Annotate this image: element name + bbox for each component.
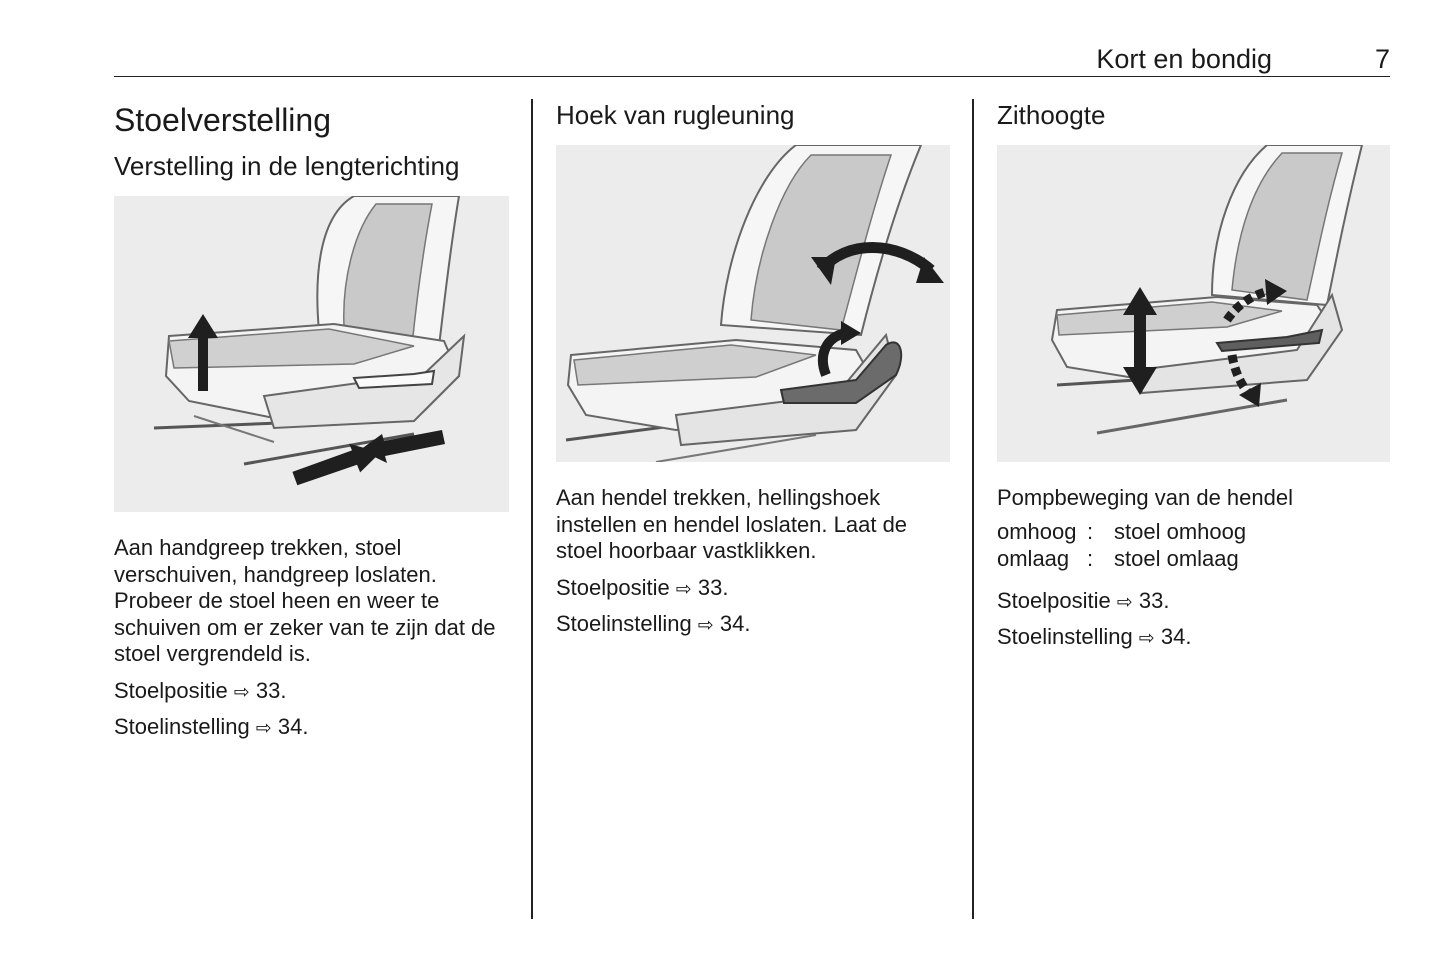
cross-reference[interactable] xyxy=(114,714,509,742)
definition-row xyxy=(997,545,1390,572)
column-backrest xyxy=(556,96,950,639)
reference-label: Stoelinstelling xyxy=(556,611,692,636)
reference-arrow-icon: ⇨ xyxy=(255,717,272,739)
column-divider xyxy=(531,99,533,919)
definition-list xyxy=(997,518,1390,572)
reference-label: Stoelpositie xyxy=(997,587,1111,613)
definition-description: stoel omlaag xyxy=(1114,545,1239,571)
definition-separator: : xyxy=(1087,518,1094,544)
cross-reference[interactable] xyxy=(997,624,1390,652)
definition-term: omhoog xyxy=(997,518,1077,544)
reference-page: 34. xyxy=(719,611,751,636)
reference-label: Stoelpositie xyxy=(114,677,228,703)
reference-label: Stoelpositie xyxy=(556,574,670,600)
cross-reference[interactable] xyxy=(114,678,509,706)
subsection-heading: Verstelling in de lengterichting xyxy=(114,151,460,181)
cross-reference[interactable] xyxy=(997,588,1390,616)
column-longitudinal xyxy=(114,96,509,742)
seat-longitudinal-illustration xyxy=(114,196,509,512)
instruction-text: Aan handgreep trekken, stoel verschuiven, handgreep loslaten. Probeer de stoel heen en weer te schuiven om er zeker van te zijn dat de stoel vergrendeld is. xyxy=(114,535,496,666)
definition-row xyxy=(997,518,1390,545)
page-number: 7 xyxy=(1374,44,1390,74)
definition-description: stoel omhoog xyxy=(1114,518,1247,544)
instruction-text: Pompbeweging van de hendel xyxy=(997,485,1294,510)
reference-arrow-icon: ⇨ xyxy=(675,577,692,600)
page-header xyxy=(114,40,1390,77)
reference-label: Stoelinstelling xyxy=(114,714,250,739)
section-title: Kort en bondig xyxy=(1096,44,1272,74)
reference-arrow-icon: ⇨ xyxy=(1116,590,1133,613)
reference-arrow-icon: ⇨ xyxy=(697,614,714,636)
reference-page: 34. xyxy=(1160,624,1192,649)
seat-height-illustration xyxy=(997,145,1390,462)
cross-reference[interactable] xyxy=(556,611,950,639)
section-heading: Hoek van rugleuning xyxy=(556,100,795,130)
column-divider xyxy=(972,99,974,919)
reference-page: 34. xyxy=(277,714,309,739)
reference-label: Stoelinstelling xyxy=(997,624,1133,649)
column-seat-height xyxy=(997,96,1390,652)
reference-arrow-icon: ⇨ xyxy=(1138,627,1155,649)
reference-page: 33. xyxy=(697,574,729,600)
cross-reference[interactable] xyxy=(556,575,950,603)
section-heading: Stoelverstelling xyxy=(114,102,331,138)
instruction-text: Aan hendel trekken, hellingshoek instellen en hendel loslaten. Laat de stoel hoorbaar vastklikken. xyxy=(556,485,908,563)
reference-page: 33. xyxy=(255,677,287,703)
section-heading: Zithoogte xyxy=(997,100,1106,130)
definition-separator: : xyxy=(1087,545,1094,571)
reference-page: 33. xyxy=(1138,587,1170,613)
reference-arrow-icon: ⇨ xyxy=(233,680,250,703)
seat-backrest-illustration xyxy=(556,145,950,462)
definition-term: omlaag xyxy=(997,545,1070,571)
